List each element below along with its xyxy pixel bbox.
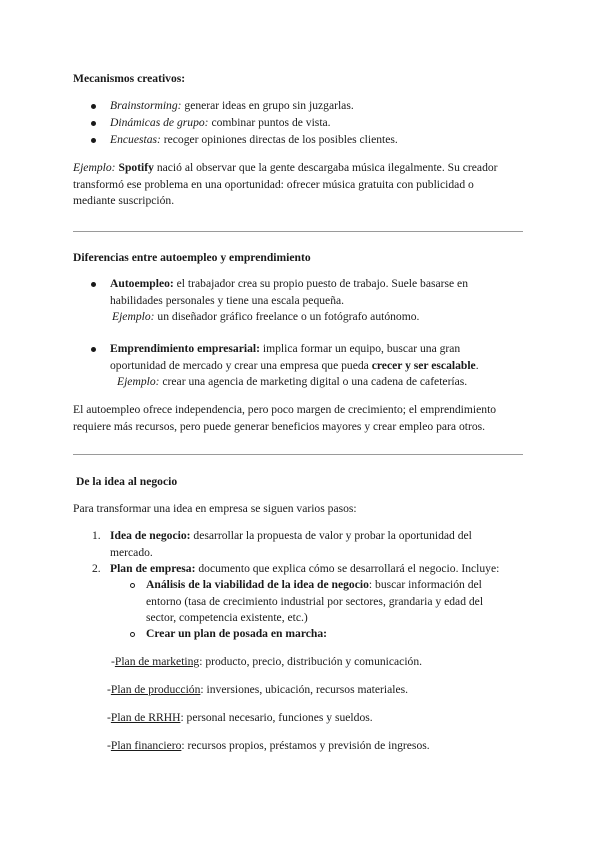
item-text: recoger opiniones directas de los posibles clientes. xyxy=(160,133,398,146)
heading-creative-mechanisms: Mecanismos creativos: xyxy=(73,72,186,85)
heading-idea-to-business: De la idea al negocio xyxy=(76,475,178,488)
plan-name: Plan de RRHH xyxy=(110,711,181,724)
item-text: documento que explica cómo se desarrollará el negocio. Incluye: xyxy=(195,562,500,575)
plan-prefix: - xyxy=(111,655,115,668)
item-line-1: : buscar información del xyxy=(368,578,482,591)
summary-line-1: El autoempleo ofrece independencia, pero poco margen de crecimiento; el emprendimiento xyxy=(73,403,497,416)
plan-name: Plan financiero xyxy=(110,739,182,752)
example-label: Ejemplo: xyxy=(117,375,160,389)
plan-text: : recursos propios, préstamos y previsión de ingresos. xyxy=(181,739,430,752)
example-label: Ejemplo: xyxy=(73,161,116,174)
list-item-surveys xyxy=(110,132,398,149)
item-line-1: implica formar un equipo, buscar una gran xyxy=(259,342,461,355)
example-brand: Spotify xyxy=(118,161,154,174)
item-text: combinar puntos de vista. xyxy=(208,116,331,129)
heading-self-employment-vs-entrepreneurship: Diferencias entre autoempleo y emprendimiento xyxy=(73,251,311,264)
plan-text: : inversiones, ubicación, recursos materiales. xyxy=(200,683,409,696)
list-number: 2. xyxy=(92,562,101,575)
summary-line-2: requiere más recursos, pero puede generar beneficios mayores y crear empleo para otros. xyxy=(73,419,486,433)
example-text: un diseñador gráfico freelance o un fotógrafo autónomo. xyxy=(154,310,420,324)
list-item-self-employment xyxy=(110,276,530,326)
plan-financial xyxy=(107,738,430,755)
sub-item-startup-plan: Crear un plan de posada en marcha: xyxy=(146,627,328,640)
item-line-2c: . xyxy=(475,358,479,372)
term: Brainstorming: xyxy=(110,99,182,112)
intro-paragraph: Para transformar una idea en empresa se siguen varios pasos: xyxy=(73,502,357,515)
example-label: Ejemplo: xyxy=(112,310,155,324)
plan-hr xyxy=(107,710,373,727)
sub-bullet-circle xyxy=(130,583,135,588)
divider xyxy=(73,231,523,232)
item-line-2: habilidades personales y tiene una escala pequeña. xyxy=(110,293,345,307)
term: Emprendimiento empresarial: xyxy=(110,342,260,355)
plan-prefix: - xyxy=(107,683,111,696)
term: Autoempleo: xyxy=(110,277,174,290)
bullet-dot xyxy=(91,347,96,352)
item-line-1: desarrollar la propuesta de valor y probar la oportunidad del xyxy=(190,529,472,542)
item-line-2a: oportunidad de mercado y crear una empresa que pueda xyxy=(110,358,372,372)
item-emphasis: crecer y ser escalable xyxy=(371,358,476,372)
bullet-dot xyxy=(91,121,96,126)
plan-prefix: - xyxy=(107,711,111,724)
sub-bullet-circle xyxy=(130,632,135,637)
term: Plan de empresa: xyxy=(110,562,196,575)
divider xyxy=(73,454,523,455)
term: Análisis de la viabilidad de la idea de negocio xyxy=(146,578,369,591)
example-text: crear una agencia de marketing digital o una cadena de cafeterías. xyxy=(159,375,468,389)
plan-name: Plan de marketing xyxy=(114,655,200,668)
example-spotify xyxy=(73,160,533,210)
bullet-dot xyxy=(91,282,96,287)
plan-text: : producto, precio, distribución y comunicación. xyxy=(199,655,423,668)
sub-item-viability-analysis xyxy=(146,577,526,627)
list-item-business-plan xyxy=(110,561,530,578)
plan-prefix: - xyxy=(107,739,111,752)
list-item-brainstorming xyxy=(110,98,354,115)
example-line-3: mediante suscripción. xyxy=(73,194,175,208)
example-line-1: nació al observar que la gente descargaba música ilegalmente. Su creador xyxy=(153,161,498,174)
item-line-2: entorno (tasa de crecimiento industrial por sectores, grandaria y edad del xyxy=(146,594,484,608)
plan-text: : personal necesario, funciones y sueldos. xyxy=(180,711,373,724)
plan-name: Plan de producción xyxy=(110,683,201,696)
plan-marketing xyxy=(111,654,422,671)
example-line-2: transformó ese problema en una oportunidad: ofrecer música gratuita con publicidad o xyxy=(73,177,474,191)
list-item-entrepreneurship xyxy=(110,341,530,391)
plan-production xyxy=(107,682,408,699)
item-line-1: el trabajador crea su propio puesto de trabajo. Suele basarse en xyxy=(173,277,469,290)
list-item-business-idea xyxy=(110,528,530,561)
item-line-3: sector, competencia existente, etc.) xyxy=(146,611,308,625)
summary-paragraph xyxy=(73,402,543,435)
bullet-dot xyxy=(91,138,96,143)
term: Dinámicas de grupo: xyxy=(110,116,209,129)
bullet-dot xyxy=(91,104,96,109)
term: Idea de negocio: xyxy=(110,529,191,542)
list-number: 1. xyxy=(92,529,101,542)
item-text: generar ideas en grupo sin juzgarlas. xyxy=(181,99,354,112)
term: Encuestas: xyxy=(110,133,161,146)
list-item-group-dynamics xyxy=(110,115,331,132)
item-line-2: mercado. xyxy=(110,545,153,559)
